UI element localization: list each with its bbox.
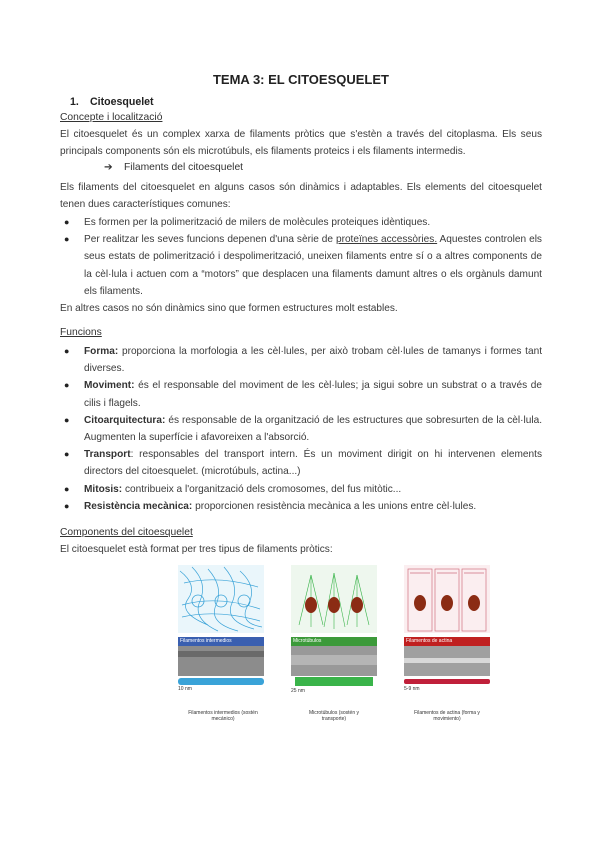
bullet-icon: ●	[64, 414, 70, 425]
concept-paragraph: El citoesquelet és un complex xarxa de filaments pròtics que s'estèn a través del citoplasma. Els seus principals components són els microtúbuls, els filaments proteics i els filaments intermedis.	[60, 129, 542, 158]
item-text: : responsables del transport intern. És un moviment dirigit on hi intervenen elements directors del citoesquelet. (microtúbuls, actina...)	[84, 449, 542, 478]
panel-caption: Filamentos intermedios (sostén mecánico)	[188, 710, 258, 722]
cytoskeleton-figure	[178, 565, 490, 740]
page-title: TEMA 3: EL CITOESQUELET	[212, 72, 389, 87]
bullet-icon: ●	[64, 500, 70, 511]
section-title: Citoesquelet	[90, 96, 154, 108]
item-text: proporciona la morfologia a les cèl·lules, per això trobam cèl·lules de tamanys i formes tant diverses.	[84, 346, 542, 375]
intermediate-illustration	[178, 565, 264, 695]
item-label: Moviment:	[84, 380, 135, 392]
item-label: Mitosis:	[84, 483, 123, 495]
item-text: és el responsable del moviment de les cèl·lules; ja sigui sobre un substrat o a través de cilis i flagels.	[84, 380, 542, 409]
panel-band-label: Filamentos de actina	[406, 638, 453, 644]
bullet-icon: ●	[64, 234, 70, 245]
item-label: Citoarquitectura:	[84, 414, 166, 426]
filaments-intro: Els filaments del citoesquelet en alguns casos són dinàmics i adaptables. Els elements del citoesquelet tenen dues característiques comunes:	[60, 182, 542, 211]
accessory-proteins-term: proteïnes accessòries.	[335, 234, 438, 246]
components-paragraph: El citoesquelet està format per tres tipus de filaments pròtics:	[60, 544, 333, 555]
filaments-outro: En altres casos no són dinàmics sino que formen estructures molt estables.	[60, 303, 398, 314]
microtubules-illustration	[291, 565, 377, 695]
bullet-icon: ●	[64, 217, 70, 227]
panel-caption: Filamentos de actina (forma y movimiento)	[414, 710, 480, 722]
list-item	[60, 446, 542, 480]
bullet-icon: ●	[64, 483, 70, 494]
funcions-heading: Funcions	[60, 327, 102, 338]
section-heading	[70, 96, 154, 108]
item-label: Forma:	[84, 346, 119, 357]
bullet-icon: ●	[64, 380, 70, 391]
item-text: proporcionen resistència mecànica a les unions entre cèl·lules.	[192, 500, 477, 512]
panel-band-label: Filamentos intermedios	[180, 638, 232, 644]
list-item	[60, 231, 542, 300]
list-item	[60, 343, 542, 377]
scale-label: 5-9 nm	[404, 686, 420, 692]
filaments-bullets	[60, 214, 542, 300]
panel-caption: Microtúbulos (sostén y transporte)	[308, 710, 360, 722]
list-item	[60, 412, 542, 446]
scale-label: 25 nm	[291, 688, 305, 694]
arrow-icon: ➔	[104, 162, 113, 173]
panel-band-label: Microtúbulos	[293, 638, 322, 644]
actin-illustration	[404, 565, 490, 695]
list-item	[60, 377, 542, 411]
list-item	[60, 214, 542, 231]
item-text: contribueix a l'organització dels cromosomes, del fus mitòtic...	[122, 483, 402, 495]
bullet-icon: ●	[64, 346, 70, 356]
figure-panel-microtubules	[291, 565, 377, 722]
funcions-list	[60, 343, 542, 515]
components-heading: Components del citoesquelet	[60, 527, 193, 538]
bullet-text: Per realitzar les seves funcions depenen d'una sèrie de	[84, 234, 336, 246]
concept-heading: Concepte i localització	[60, 112, 163, 123]
list-item	[60, 498, 542, 515]
figure-panel-intermediate	[178, 565, 264, 722]
filaments-heading	[104, 161, 243, 173]
filaments-heading-text: Filaments del citoesquelet	[124, 162, 244, 173]
scale-label: 10 nm	[178, 686, 192, 692]
item-label: Transport	[84, 449, 131, 461]
bullet-text: Es formen per la polimerització de milers de molècules proteiques idèntiques.	[84, 217, 431, 228]
item-label: Resistència mecànica:	[84, 500, 193, 512]
figure-panel-actin	[404, 565, 490, 722]
item-text: és responsable de la organització de les estructures que sobresurten de la cèl·lula. Augmenten la superfície i afavoreixen a l'absorció.	[84, 414, 542, 444]
section-number: 1.	[70, 96, 79, 108]
list-item	[60, 481, 542, 498]
bullet-text-cont: Aquestes controlen els seus estats de polimerització i despolimerització, uneixen filaments entre sí o a altres components de la cèl·lula i actuen com a “motors” que desplacen una filaments damunt altres o els orgànuls damunt els filaments.	[84, 234, 542, 297]
bullet-icon: ●	[64, 449, 70, 460]
